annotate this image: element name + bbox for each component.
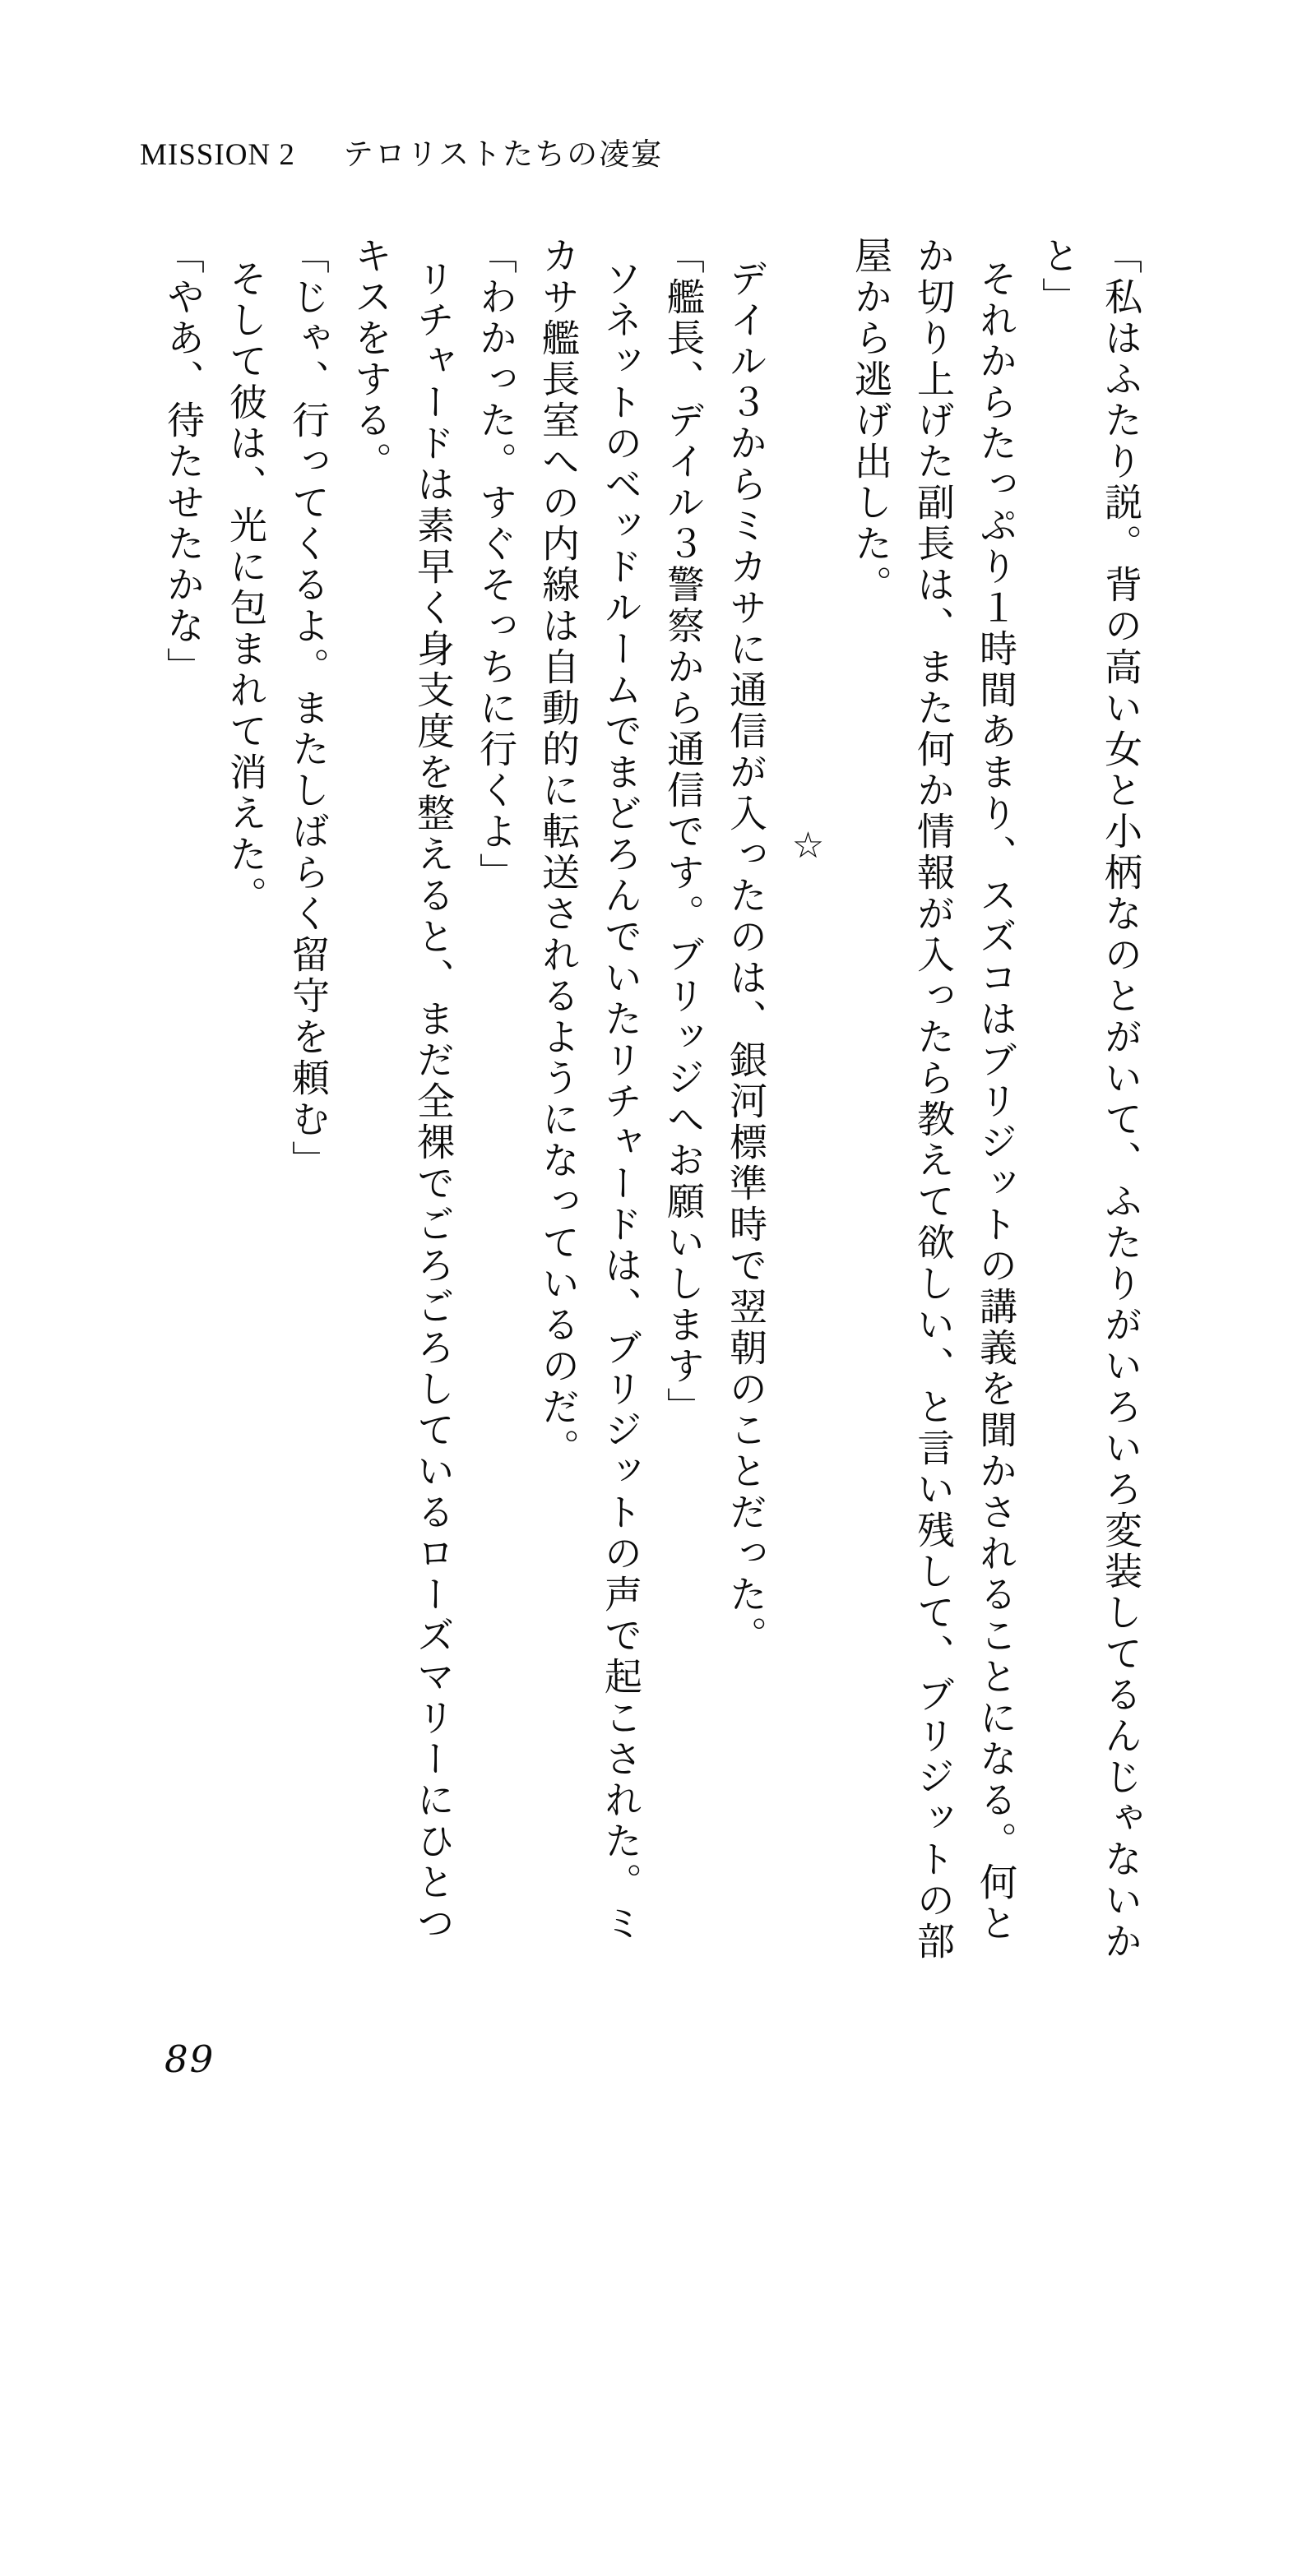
text-line: 「じゃ、行ってくるよ。またしばらく留守を頼む」: [287, 236, 329, 1182]
text-line: 「艦長、デイル３警察から通信です。ブリッジへお願いします」: [662, 236, 704, 1428]
text-line: 「わかった。すぐそっちに行くよ」: [475, 236, 517, 894]
text-line: か切り上げた副長は、また何か情報が入ったら教えて欲しい、と言い残して、ブリジットの部: [912, 236, 954, 1963]
running-head: [140, 136, 663, 174]
text-line: キスをする。: [350, 236, 392, 483]
mission-label: MISSION 2: [140, 138, 295, 172]
text-line: そして彼は、光に包まれて消えた。: [225, 259, 266, 917]
text-line: ソネットのベッドルームでまどろんでいたリチャードは、ブリジットの声で起こされた。ミ: [600, 259, 642, 1945]
page-number: 89: [164, 2037, 215, 2081]
text-line: リチャードは素早く身支度を整えると、まだ全裸でごろごろしているローズマリーにひとつ: [412, 259, 454, 1945]
section-divider-star-icon: ☆: [788, 825, 828, 870]
chapter-title: テロリストたちの凌宴: [342, 138, 664, 172]
text-line: と」: [1037, 236, 1079, 318]
vertical-text-block: [151, 236, 1152, 1987]
text-line: デイル３からミカサに通信が入ったのは、銀河標準時で翌朝のことだった。: [725, 259, 767, 1657]
text-line: 「私はふたり説。背の高い女と小柄なのとがいて、ふたりがいろいろ変装してるんじゃないか: [1100, 236, 1142, 1963]
text-line: カサ艦長室への内線は自動的に転送されるようになっているのだ。: [537, 236, 579, 1469]
text-line: 「やあ、待たせたかな」: [162, 236, 204, 688]
text-line: それからたっぷり１時間あまり、スズコはブリジットの講義を聞かされることになる。何と: [975, 259, 1017, 1945]
text-line: 屋から逃げ出した。: [850, 236, 892, 606]
